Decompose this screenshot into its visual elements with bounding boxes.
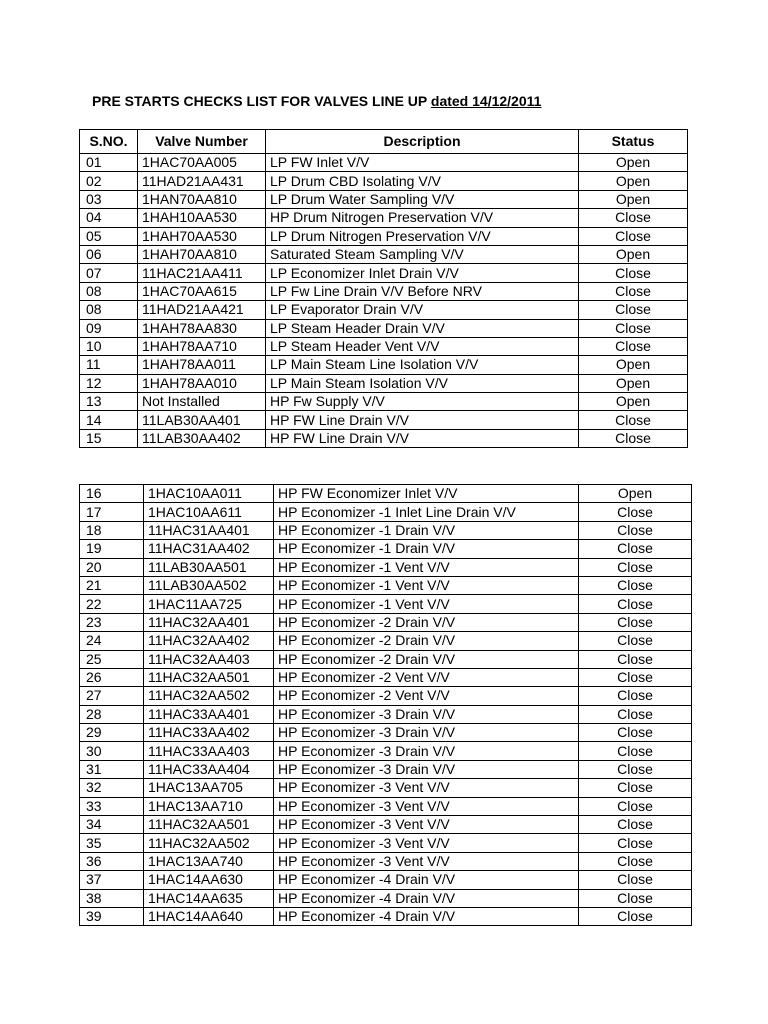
table-row (80, 337, 688, 355)
cell-status: Close (579, 227, 688, 245)
cell-sno: 24 (80, 632, 144, 650)
cell-description: LP Fw Line Drain V/V Before NRV (266, 282, 579, 300)
cell-valve-number: 11LAB30AA402 (138, 429, 266, 447)
cell-status: Open (579, 356, 688, 374)
table-row (80, 540, 692, 558)
valves-table-2 (79, 484, 692, 926)
cell-status: Close (579, 687, 692, 705)
cell-valve-number: 1HAH70AA530 (138, 227, 266, 245)
table-row (80, 503, 692, 521)
table-row (80, 834, 692, 852)
cell-description: LP Economizer Inlet Drain V/V (266, 264, 579, 282)
cell-sno: 30 (80, 742, 144, 760)
cell-valve-number: 11LAB30AA501 (144, 558, 274, 576)
cell-sno: 19 (80, 540, 144, 558)
table-row (80, 485, 692, 503)
table-row (80, 816, 692, 834)
cell-description: HP Economizer -3 Drain V/V (274, 742, 579, 760)
cell-status: Close (579, 907, 692, 925)
cell-description: LP Drum Nitrogen Preservation V/V (266, 227, 579, 245)
cell-sno: 09 (80, 319, 138, 337)
table-row (80, 209, 688, 227)
cell-valve-number: 1HAC11AA725 (144, 595, 274, 613)
cell-sno: 26 (80, 668, 144, 686)
cell-valve-number: 11HAD21AA431 (138, 172, 266, 190)
table-row (80, 907, 692, 925)
cell-description: HP Economizer -4 Drain V/V (274, 871, 579, 889)
cell-status: Close (579, 724, 692, 742)
table-row (80, 576, 692, 594)
cell-valve-number: 1HAC13AA705 (144, 779, 274, 797)
cell-description: HP Economizer -1 Inlet Line Drain V/V (274, 503, 579, 521)
cell-status: Open (579, 374, 688, 392)
table-row (80, 687, 692, 705)
cell-sno: 22 (80, 595, 144, 613)
cell-status: Open (579, 190, 688, 208)
cell-description: LP FW Inlet V/V (266, 154, 579, 172)
cell-valve-number: 11LAB30AA502 (144, 576, 274, 594)
table-row (80, 429, 688, 447)
table-row (80, 521, 692, 539)
cell-status: Close (579, 834, 692, 852)
cell-valve-number: 11HAC33AA401 (144, 705, 274, 723)
cell-valve-number: 1HAH10AA530 (138, 209, 266, 227)
cell-sno: 23 (80, 613, 144, 631)
cell-sno: 06 (80, 245, 138, 263)
cell-valve-number: 1HAC14AA640 (144, 907, 274, 925)
cell-valve-number: 11HAC32AA502 (144, 687, 274, 705)
cell-valve-number: 1HAC13AA710 (144, 797, 274, 815)
cell-description: LP Drum Water Sampling V/V (266, 190, 579, 208)
cell-description: HP Economizer -2 Drain V/V (274, 613, 579, 631)
cell-sno: 28 (80, 705, 144, 723)
table-row (80, 742, 692, 760)
cell-valve-number: 1HAC10AA611 (144, 503, 274, 521)
cell-status: Open (579, 154, 688, 172)
cell-description: HP Economizer -1 Drain V/V (274, 540, 579, 558)
cell-status: Close (579, 760, 692, 778)
table-row (80, 650, 692, 668)
cell-status: Close (579, 301, 688, 319)
cell-valve-number: 1HAC70AA005 (138, 154, 266, 172)
cell-status: Close (579, 779, 692, 797)
table-row (80, 558, 692, 576)
cell-description: LP Main Steam Line Isolation V/V (266, 356, 579, 374)
cell-sno: 11 (80, 356, 138, 374)
cell-description: LP Main Steam Isolation V/V (266, 374, 579, 392)
cell-valve-number: 1HAN70AA810 (138, 190, 266, 208)
cell-valve-number: 1HAH78AA011 (138, 356, 266, 374)
header-sno: S.NO. (80, 130, 138, 154)
table-row (80, 172, 688, 190)
cell-status: Close (579, 411, 688, 429)
cell-sno: 03 (80, 190, 138, 208)
cell-valve-number: 11HAC32AA501 (144, 668, 274, 686)
table-row (80, 724, 692, 742)
cell-sno: 38 (80, 889, 144, 907)
cell-status: Close (579, 871, 692, 889)
cell-sno: 12 (80, 374, 138, 392)
cell-valve-number: 11HAC21AA411 (138, 264, 266, 282)
cell-sno: 27 (80, 687, 144, 705)
cell-status: Open (579, 172, 688, 190)
cell-status: Close (579, 889, 692, 907)
table-row (80, 760, 692, 778)
table-row (80, 613, 692, 631)
cell-status: Close (579, 264, 688, 282)
table-row (80, 632, 692, 650)
cell-status: Close (579, 668, 692, 686)
title-date: dated 14/12/2011 (430, 93, 542, 109)
cell-sno: 25 (80, 650, 144, 668)
cell-sno: 21 (80, 576, 144, 594)
cell-description: LP Evaporator Drain V/V (266, 301, 579, 319)
table-row (80, 668, 692, 686)
cell-sno: 05 (80, 227, 138, 245)
cell-status: Close (579, 742, 692, 760)
cell-description: HP FW Line Drain V/V (266, 429, 579, 447)
cell-status: Close (579, 613, 692, 631)
table-row (80, 245, 688, 263)
cell-description: HP Economizer -3 Vent V/V (274, 816, 579, 834)
table-row (80, 264, 688, 282)
cell-valve-number: 11HAC31AA401 (144, 521, 274, 539)
cell-status: Close (579, 797, 692, 815)
cell-valve-number: 11LAB30AA401 (138, 411, 266, 429)
cell-valve-number: 11HAD21AA421 (138, 301, 266, 319)
table-row (80, 889, 692, 907)
cell-description: HP Economizer -1 Vent V/V (274, 558, 579, 576)
cell-sno: 02 (80, 172, 138, 190)
cell-status: Close (579, 816, 692, 834)
table-row (80, 852, 692, 870)
cell-sno: 07 (80, 264, 138, 282)
cell-valve-number: 1HAC13AA740 (144, 852, 274, 870)
cell-description: HP Economizer -4 Drain V/V (274, 907, 579, 925)
cell-valve-number: Not Installed (138, 393, 266, 411)
cell-sno: 04 (80, 209, 138, 227)
cell-status: Close (579, 209, 688, 227)
cell-description: HP FW Economizer Inlet V/V (274, 485, 579, 503)
table-row (80, 595, 692, 613)
cell-status: Close (579, 595, 692, 613)
cell-description: LP Drum CBD Isolating V/V (266, 172, 579, 190)
cell-sno: 17 (80, 503, 144, 521)
cell-description: HP Economizer -3 Drain V/V (274, 724, 579, 742)
cell-sno: 15 (80, 429, 138, 447)
cell-valve-number: 1HAH78AA010 (138, 374, 266, 392)
cell-status: Close (579, 337, 688, 355)
cell-sno: 33 (80, 797, 144, 815)
cell-description: HP FW Line Drain V/V (266, 411, 579, 429)
table-row (80, 227, 688, 245)
cell-sno: 18 (80, 521, 144, 539)
cell-status: Close (579, 852, 692, 870)
cell-sno: 29 (80, 724, 144, 742)
cell-description: HP Economizer -1 Vent V/V (274, 576, 579, 594)
cell-sno: 08 (80, 282, 138, 300)
cell-description: HP Economizer -2 Drain V/V (274, 632, 579, 650)
cell-status: Open (579, 245, 688, 263)
table-row (80, 705, 692, 723)
cell-sno: 13 (80, 393, 138, 411)
table-row (80, 411, 688, 429)
cell-sno: 01 (80, 154, 138, 172)
table-row (80, 871, 692, 889)
cell-status: Close (579, 540, 692, 558)
cell-sno: 14 (80, 411, 138, 429)
cell-status: Close (579, 521, 692, 539)
cell-sno: 35 (80, 834, 144, 852)
cell-status: Close (579, 558, 692, 576)
cell-description: LP Steam Header Vent V/V (266, 337, 579, 355)
cell-sno: 31 (80, 760, 144, 778)
cell-valve-number: 11HAC33AA403 (144, 742, 274, 760)
cell-valve-number: 1HAH70AA810 (138, 245, 266, 263)
cell-status: Close (579, 705, 692, 723)
page-title (92, 93, 541, 109)
cell-valve-number: 1HAH78AA830 (138, 319, 266, 337)
cell-status: Close (579, 576, 692, 594)
cell-valve-number: 11HAC32AA402 (144, 632, 274, 650)
cell-description: HP Economizer -3 Drain V/V (274, 705, 579, 723)
cell-sno: 34 (80, 816, 144, 834)
cell-valve-number: 11HAC32AA501 (144, 816, 274, 834)
cell-valve-number: 11HAC32AA502 (144, 834, 274, 852)
cell-description: HP Economizer -3 Vent V/V (274, 834, 579, 852)
table-row (80, 797, 692, 815)
cell-valve-number: 11HAC32AA401 (144, 613, 274, 631)
cell-sno: 36 (80, 852, 144, 870)
valves-table-1 (79, 129, 688, 448)
table-row (80, 779, 692, 797)
cell-status: Close (579, 650, 692, 668)
header-status: Status (579, 130, 688, 154)
cell-description: HP Economizer -3 Vent V/V (274, 797, 579, 815)
cell-valve-number: 1HAC70AA615 (138, 282, 266, 300)
cell-description: HP Economizer -2 Drain V/V (274, 650, 579, 668)
table-row (80, 319, 688, 337)
title-main: PRE STARTS CHECKS LIST FOR VALVES LINE UP (92, 93, 427, 109)
cell-valve-number: 1HAC14AA630 (144, 871, 274, 889)
table-row (80, 374, 688, 392)
cell-valve-number: 1HAC14AA635 (144, 889, 274, 907)
cell-valve-number: 11HAC32AA403 (144, 650, 274, 668)
header-valve-number: Valve Number (138, 130, 266, 154)
table-header-row (80, 130, 688, 154)
cell-status: Close (579, 429, 688, 447)
cell-valve-number: 11HAC33AA404 (144, 760, 274, 778)
cell-status: Close (579, 503, 692, 521)
cell-description: HP Economizer -2 Vent V/V (274, 668, 579, 686)
cell-valve-number: 11HAC31AA402 (144, 540, 274, 558)
cell-sno: 39 (80, 907, 144, 925)
table-row (80, 282, 688, 300)
cell-description: HP Economizer -4 Drain V/V (274, 889, 579, 907)
cell-valve-number: 11HAC33AA402 (144, 724, 274, 742)
cell-valve-number: 1HAC10AA011 (144, 485, 274, 503)
cell-sno: 08 (80, 301, 138, 319)
cell-description: HP Economizer -3 Vent V/V (274, 779, 579, 797)
cell-description: HP Fw Supply V/V (266, 393, 579, 411)
cell-description: HP Drum Nitrogen Preservation V/V (266, 209, 579, 227)
cell-description: LP Steam Header Drain V/V (266, 319, 579, 337)
table-row (80, 154, 688, 172)
cell-sno: 20 (80, 558, 144, 576)
cell-description: HP Economizer -1 Drain V/V (274, 521, 579, 539)
header-description: Description (266, 130, 579, 154)
table-row (80, 190, 688, 208)
cell-description: Saturated Steam Sampling V/V (266, 245, 579, 263)
cell-sno: 16 (80, 485, 144, 503)
cell-status: Close (579, 282, 688, 300)
table-row (80, 393, 688, 411)
cell-sno: 37 (80, 871, 144, 889)
cell-status: Open (579, 485, 692, 503)
cell-status: Close (579, 319, 688, 337)
cell-sno: 10 (80, 337, 138, 355)
cell-status: Open (579, 393, 688, 411)
cell-description: HP Economizer -3 Vent V/V (274, 852, 579, 870)
table-row (80, 356, 688, 374)
cell-status: Close (579, 632, 692, 650)
cell-valve-number: 1HAH78AA710 (138, 337, 266, 355)
cell-description: HP Economizer -1 Vent V/V (274, 595, 579, 613)
cell-description: HP Economizer -2 Vent V/V (274, 687, 579, 705)
cell-sno: 32 (80, 779, 144, 797)
table-row (80, 301, 688, 319)
cell-description: HP Economizer -3 Drain V/V (274, 760, 579, 778)
